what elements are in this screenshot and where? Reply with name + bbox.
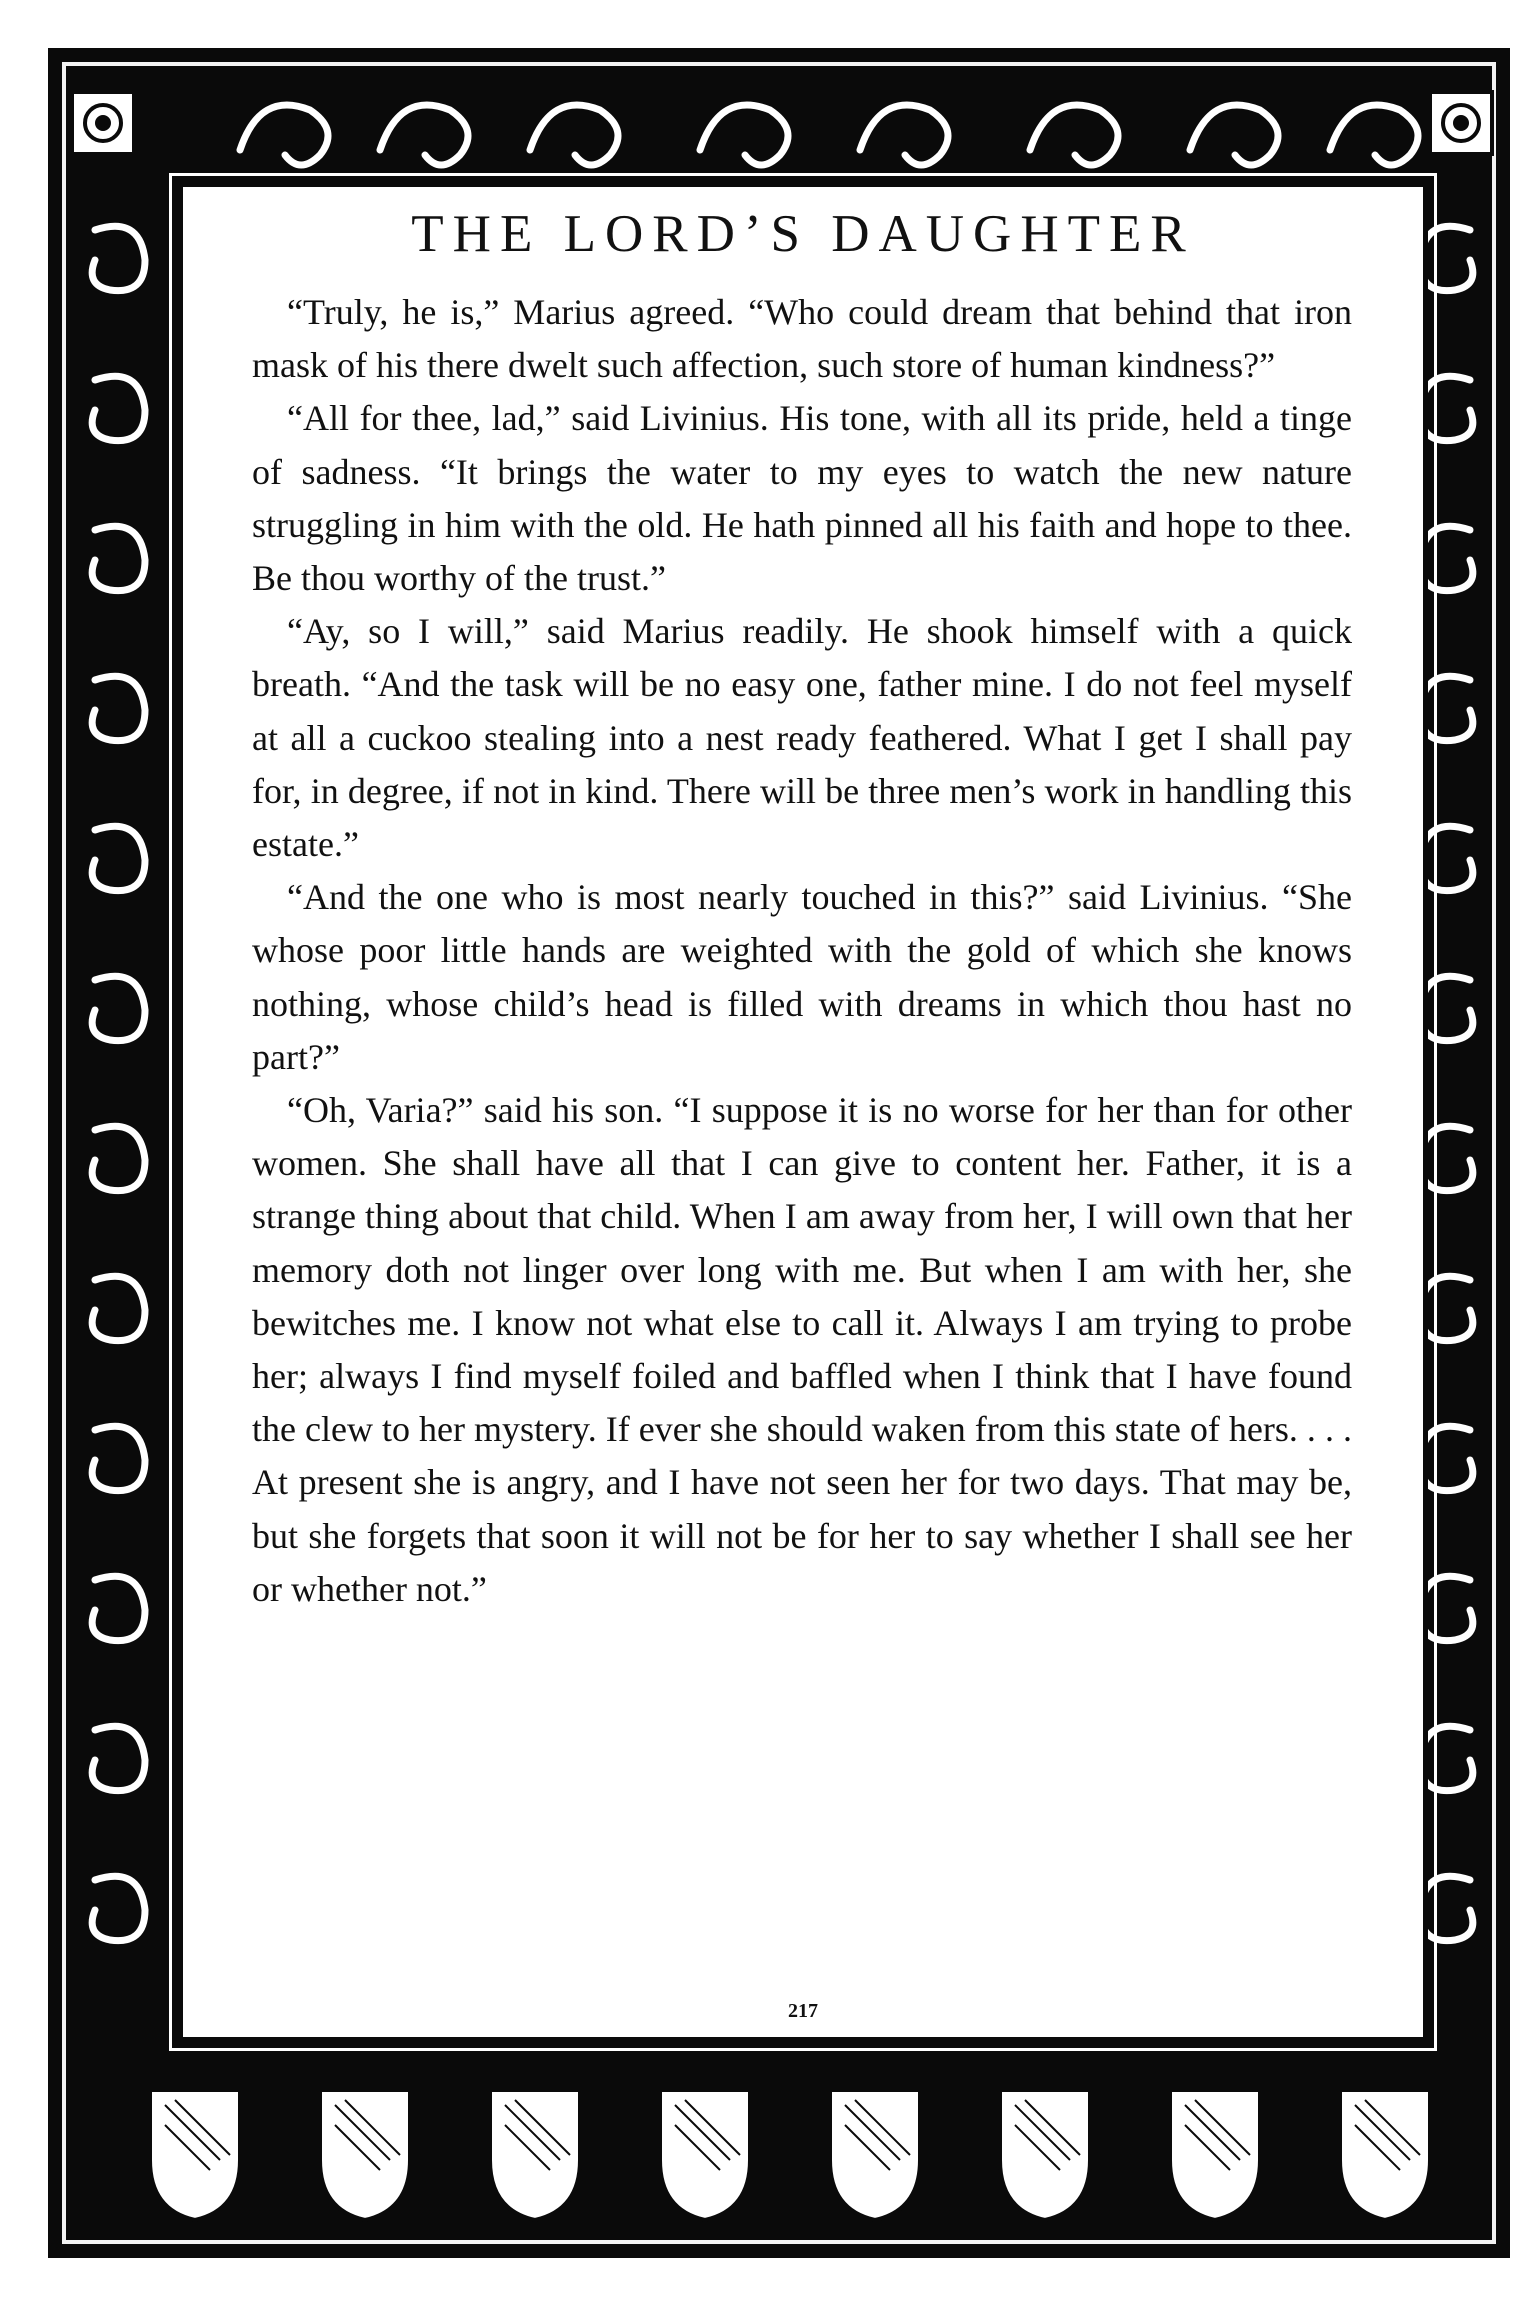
page-number: 217	[788, 2000, 818, 2022]
bottom-band-shields	[150, 2090, 1430, 2220]
paragraph: “All for thee, lad,” said Livinius. His tone, with all its pride, held a tinge of sadness. “It brings the water to my eyes to watch the new nature struggling in him with the old. He hath pinned all his faith and hope to thee. Be thou worthy of the trust.”	[252, 398, 1352, 599]
top-band-scrolls	[240, 105, 1418, 165]
paragraph: “Ay, so I will,” said Marius readily. He shook himself with a quick breath. “And the task will be no easy one, father mine. I do not feel myself at all a cuckoo stealing into a nest ready feathered. What I get I shall pay for, in degree, if not in kind. There will be three men’s work in handling this estate.”	[252, 611, 1352, 865]
corner-rosette-top-right	[1430, 92, 1492, 154]
left-band-spirals	[92, 226, 145, 1940]
paragraph: “And the one who is most nearly touched in this?” said Livinius. “She whose poor little hands are weighted with the gold of which she knows nothing, whose child’s head is filled with dreams in which thou hast no part?”	[252, 877, 1352, 1077]
paragraph: “Truly, he is,” Marius agreed. “Who could dream that behind that iron mask of his there dwelt such affection, such store of human kindness?”	[252, 292, 1352, 386]
corner-rosette-top-left	[72, 92, 134, 154]
running-title: THE LORD’S DAUGHTER	[411, 205, 1195, 263]
body-text	[252, 286, 1352, 1616]
paragraph: “Oh, Varia?” said his son. “I suppose it is no worse for her than for other women. She shall have all that I can give to content her. Father, it is a strange thing about that child. When I am away from her, I will own that her memory doth not linger over long with me. But when I am with her, she bewitches me. I know not what else to call it. Always I am trying to probe her; always I find myself foiled and baffled when I think that I have found the clew to her mystery. If ever she should waken from this state of hers. . . . At present she is angry, and I have not seen her for two days. That may be, but she forgets that soon it will not be for her to say whether I shall see her or whether not.”	[252, 1090, 1352, 1609]
